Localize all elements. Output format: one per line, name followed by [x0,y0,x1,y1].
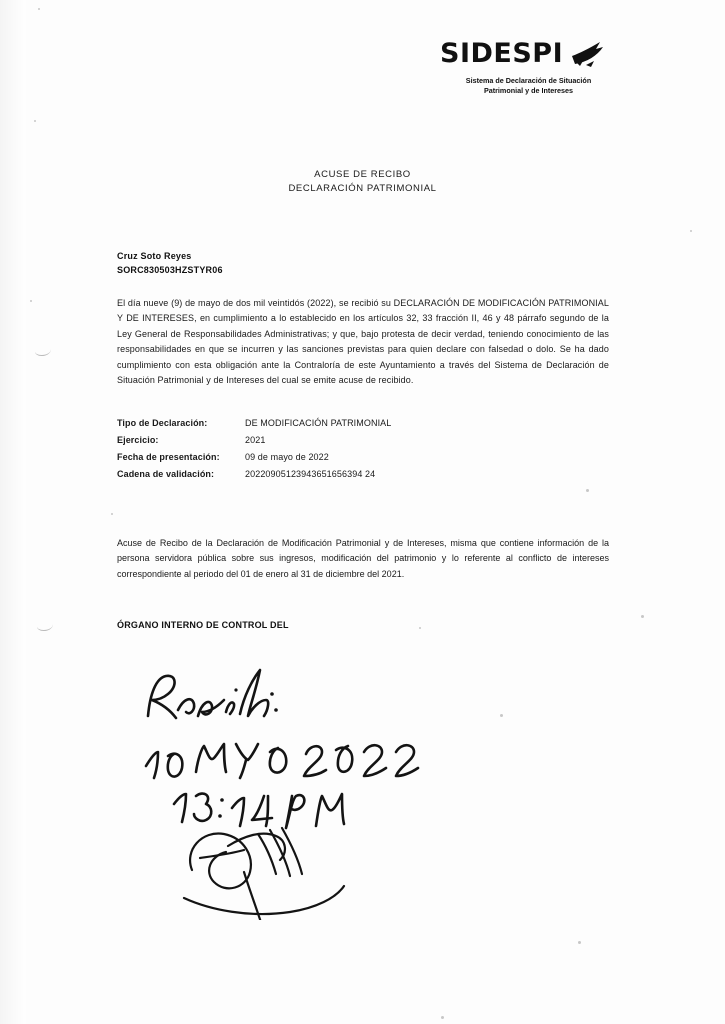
page-title-line2: DECLARACIÓN PATRIMONIAL [288,183,437,195]
handwritten-receipt-note [140,660,470,920]
scan-edge [0,0,26,1024]
field-row [117,466,609,483]
scan-speck [641,615,644,618]
field-label: Cadena de validación: [117,469,215,480]
page-title [0,168,725,197]
field-value: 09 de mayo de 2022 [245,452,329,463]
sidespi-logo [440,40,680,95]
issuing-organ: ÓRGANO INTERNO DE CONTROL DEL [117,620,289,631]
page-title-line1: ACUSE DE RECIBO [314,169,411,180]
scan-speck [690,230,692,232]
page-curl [37,620,53,631]
scan-speck [30,300,32,302]
signature-scribble [184,828,344,920]
logo-subtitle-line1: Sistema de Declaración de Situación [465,76,592,85]
body-paragraph-1: El día nueve (9) de mayo de dos mil veintidós (2022), se recibió su DECLARACIÓN DE MODIFICACIÓN PATRIMONIAL Y DE INTERESES, en cumplimiento a lo establecido en los artículos 32, 33 fracción II, 46 y 48 párrafo segundo de la Ley General de Responsabilidades Administrativas; y que, bajo protesta de decir verdad, teniendo conocimiento de las responsabilidades en que se incurren y las sanciones previstas para quien declare con falsedad o dolo. Se ha dado cumplimiento con esta obligación ante la Contraloría de este Ayuntamiento a través del Sistema de Declaración de Situación Patrimonial y de Intereses del cual se emite acuse de recibido. [117,297,609,386]
scan-speck [38,8,40,10]
scan-speck [500,714,503,717]
logo-subtitle-line2: Patrimonial y de Intereses [483,85,574,95]
field-value: 20220905123943651656394 24 [245,469,376,480]
scan-speck [441,1016,444,1019]
field-value: 2021 [245,434,266,445]
logo-wordmark: SIDESPI [440,38,564,69]
scan-speck [34,120,36,122]
field-value: DE MODIFICACIÓN PATRIMONIAL [245,417,392,428]
field-row [117,432,609,449]
field-label: Fecha de presentación: [117,452,220,463]
document-body [117,250,609,630]
page-curl [35,345,51,356]
field-label: Tipo de Declaración: [117,417,208,428]
logo-subtitle [456,76,601,95]
declaration-fields [117,415,609,484]
declarant-curp: SORC830503HZSTYR06 [117,264,223,275]
declarant-name: Cruz Soto Reyes [117,251,192,261]
field-row [117,449,609,466]
field-label: Ejercicio: [117,434,159,445]
body-paragraph-2: Acuse de Recibo de la Declaración de Modificación Patrimonial y de Intereses, misma que contiene información de la persona servidora pública sobre sus ingresos, modificación del patrimonio y lo referente al conflicto de intereses correspondiente al periodo del 01 de enero al 31 de diciembre del 2021. [117,537,609,579]
scan-speck [111,513,113,515]
arrow-bird-icon [570,40,604,73]
scan-speck [578,941,581,944]
field-row [117,415,609,432]
